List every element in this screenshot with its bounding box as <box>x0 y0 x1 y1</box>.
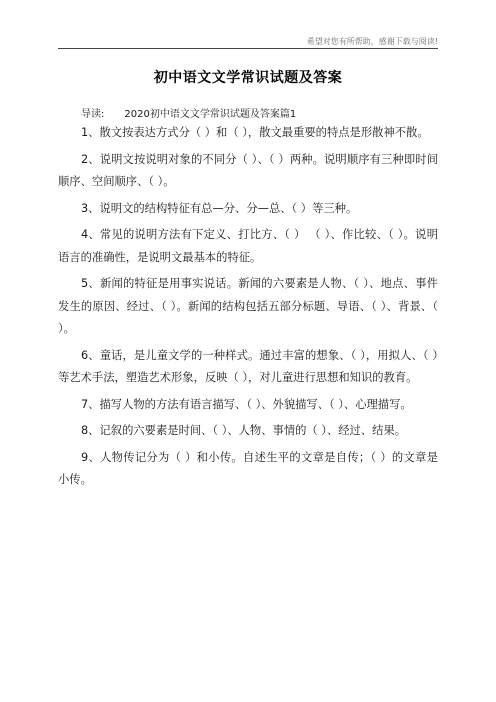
intro-line <box>81 105 296 120</box>
question-paragraph: 1、散文按表达方式分（ ）和（ ），散文最重要的特点是形散神不散。 <box>81 126 429 139</box>
question-paragraph: 4、常见的说明方法有下定义、打比方、（ ） （ ）、作比较、（ ）。说明语言的准确性，是说明文最基本的特征。 <box>58 228 438 264</box>
intro-text: 2020初中语文文学常识试题及答案篇1 <box>124 109 297 120</box>
question-paragraph: 9、人物传记分为（ ）和小传。自述生平的文章是自传；（ ）的文章是小传。 <box>58 450 438 486</box>
header-note: 希望对您有所帮助，感谢下载与阅读! <box>306 37 438 46</box>
header-divider <box>58 48 438 49</box>
document-title: 初中语文文学常识试题及答案 <box>153 70 343 86</box>
question-paragraph: 3、说明文的结构特征有总—分、分—总、（ ）等三种。 <box>81 201 358 215</box>
question-paragraph: 8、记叙的六要素是时间、（ ）、人物、事情的（ ）、经过、结果。 <box>81 424 407 437</box>
question-paragraph: 6、童话，是儿童文学的一种样式。通过丰富的想象、（ ），用拟人、（ ）等艺术手法，塑造艺术形象，反映（ ），对儿童进行思想和知识的教育。 <box>58 348 438 384</box>
intro-label: 导读: <box>81 109 105 120</box>
question-paragraph: 5、新闻的特征是用事实说话。新闻的六要素是人物、（ ）、地点、事件发生的原因、经过、（ ）。新闻的结构包括五部分标题、导语、（ ）、背景、（ ）。 <box>58 277 438 335</box>
document-body <box>58 122 438 496</box>
question-paragraph: 2、说明文按说明对象的不同分（ ）、（ ）两种。说明顺序有三种即时间顺序、空间顺序、（ ）。 <box>58 152 438 188</box>
question-paragraph: 7、描写人物的方法有语言描写、（ ）、外貌描写、（ ）、心理描写。 <box>81 397 412 411</box>
